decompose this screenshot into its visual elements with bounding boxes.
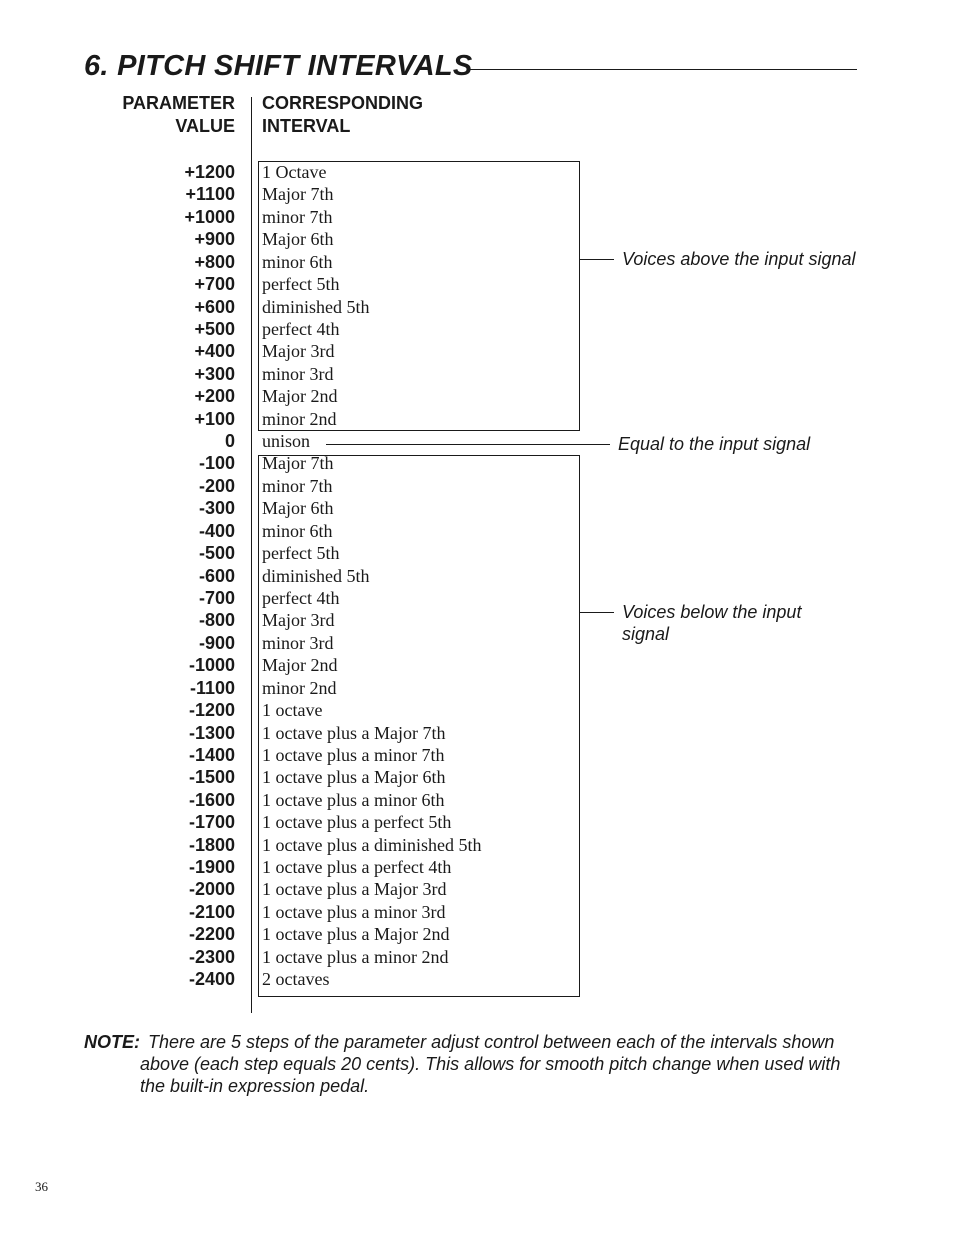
interval-name: 1 octave: [262, 700, 323, 720]
parameter-value: +1200: [184, 162, 235, 182]
parameter-value: -1600: [188, 790, 235, 810]
interval-name: minor 6th: [262, 521, 333, 541]
interval-name: 1 octave plus a Major 6th: [262, 767, 446, 787]
parameter-value: -700: [198, 588, 235, 608]
interval-name: minor 6th: [262, 252, 333, 272]
parameter-value: -2100: [188, 902, 235, 922]
parameter-value: -1800: [188, 835, 235, 855]
interval-name: Major 2nd: [262, 655, 338, 675]
parameter-value: -200: [198, 476, 235, 496]
interval-name: 2 octaves: [262, 969, 330, 989]
parameter-value: -500: [198, 543, 235, 563]
page-number: 36: [35, 1179, 48, 1194]
parameter-value: -300: [198, 498, 235, 518]
interval-name: 1 octave plus a Major 7th: [262, 723, 446, 743]
annotation-below: [622, 601, 801, 645]
annotation-below-line1: Voices below the input: [622, 602, 802, 622]
interval-name: 1 octave plus a perfect 5th: [262, 812, 452, 832]
parameter-header-line2: VALUE: [175, 116, 235, 136]
parameter-value: -2200: [188, 924, 235, 944]
parameter-value: -900: [198, 633, 235, 653]
parameter-value: -100: [198, 453, 235, 473]
interval-header-line2: INTERVAL: [262, 116, 351, 136]
parameter-value: -800: [198, 610, 235, 630]
interval-name: Major 6th: [262, 229, 334, 249]
parameter-header-line1: PARAMETER: [122, 93, 235, 113]
parameter-value: -2400: [188, 969, 235, 989]
parameter-value: -400: [198, 521, 235, 541]
interval-name: 1 octave plus a Major 3rd: [262, 879, 447, 899]
interval-name: 1 octave plus a minor 6th: [262, 790, 445, 810]
interval-header: [262, 92, 562, 138]
parameter-value: -1700: [188, 812, 235, 832]
parameter-value: +600: [194, 297, 235, 317]
parameter-value: +900: [194, 229, 235, 249]
interval-name: 1 Octave: [262, 162, 327, 182]
parameter-value: +1100: [185, 184, 235, 204]
note-label: NOTE:: [84, 1032, 140, 1052]
interval-name: minor 2nd: [262, 409, 337, 429]
annotation-below-line2: signal: [622, 624, 670, 644]
parameter-value: -1400: [188, 745, 235, 765]
interval-name: minor 7th: [262, 476, 333, 496]
annotation-equal: Equal to the input signal: [618, 434, 811, 454]
interval-name: Major 6th: [262, 498, 334, 518]
interval-name: 1 octave plus a minor 2nd: [262, 947, 449, 967]
interval-name: diminished 5th: [262, 297, 370, 317]
interval-name: 1 octave plus a Major 2nd: [262, 924, 450, 944]
parameter-value: -2000: [188, 879, 235, 899]
interval-name: perfect 5th: [262, 274, 340, 294]
below-leader-line: [580, 612, 614, 613]
parameter-value: +100: [194, 409, 235, 429]
interval-name: 1 octave plus a diminished 5th: [262, 835, 482, 855]
parameter-value: +400: [194, 341, 235, 361]
note-line-2: above (each step equals 20 cents). This allows for smooth pitch change when used with: [140, 1054, 841, 1074]
interval-name: perfect 5th: [262, 543, 340, 563]
parameter-value: -1300: [188, 723, 235, 743]
parameter-value: +200: [194, 386, 235, 406]
parameter-value: +800: [194, 252, 235, 272]
interval-name: 1 octave plus a minor 7th: [262, 745, 445, 765]
note-line-1: There are 5 steps of the parameter adjust control between each of the intervals shown: [148, 1032, 835, 1052]
parameter-value: -2300: [188, 947, 235, 967]
parameter-value: +500: [194, 319, 235, 339]
interval-name: Major 7th: [262, 453, 334, 473]
interval-name: 1 octave plus a minor 3rd: [262, 902, 446, 922]
interval-header-line1: CORRESPONDING: [262, 93, 424, 113]
parameter-value: -1200: [188, 700, 235, 720]
interval-name: minor 3rd: [262, 633, 334, 653]
parameter-value: -1900: [188, 857, 235, 877]
parameter-value: +700: [194, 274, 235, 294]
above-leader-line: [580, 259, 614, 260]
column-divider: [251, 97, 252, 1013]
interval-name: Major 2nd: [262, 386, 338, 406]
parameter-value: +1000: [184, 207, 235, 227]
parameter-value: 0: [224, 431, 235, 451]
interval-name: Major 3rd: [262, 610, 335, 630]
note-line-3: the built-in expression pedal.: [140, 1076, 370, 1096]
interval-name: perfect 4th: [262, 319, 340, 339]
interval-name: Major 7th: [262, 184, 334, 204]
interval-name: diminished 5th: [262, 566, 370, 586]
title-rule: [468, 69, 857, 70]
parameter-value-header: [100, 92, 235, 138]
interval-name: unison: [262, 431, 311, 451]
interval-name: minor 7th: [262, 207, 333, 227]
equal-leader-line: [326, 444, 610, 445]
annotation-above: Voices above the input signal: [622, 249, 856, 269]
interval-name: Major 3rd: [262, 341, 335, 361]
parameter-value: +300: [194, 364, 235, 384]
parameter-value: -600: [198, 566, 235, 586]
parameter-value: -1100: [189, 678, 235, 698]
parameter-value: -1000: [188, 655, 235, 675]
interval-name: minor 2nd: [262, 678, 337, 698]
page-title: 6. PITCH SHIFT INTERVALS: [84, 50, 473, 82]
interval-name: 1 octave plus a perfect 4th: [262, 857, 452, 877]
interval-name: minor 3rd: [262, 364, 334, 384]
parameter-value: -1500: [188, 767, 235, 787]
interval-name: perfect 4th: [262, 588, 340, 608]
